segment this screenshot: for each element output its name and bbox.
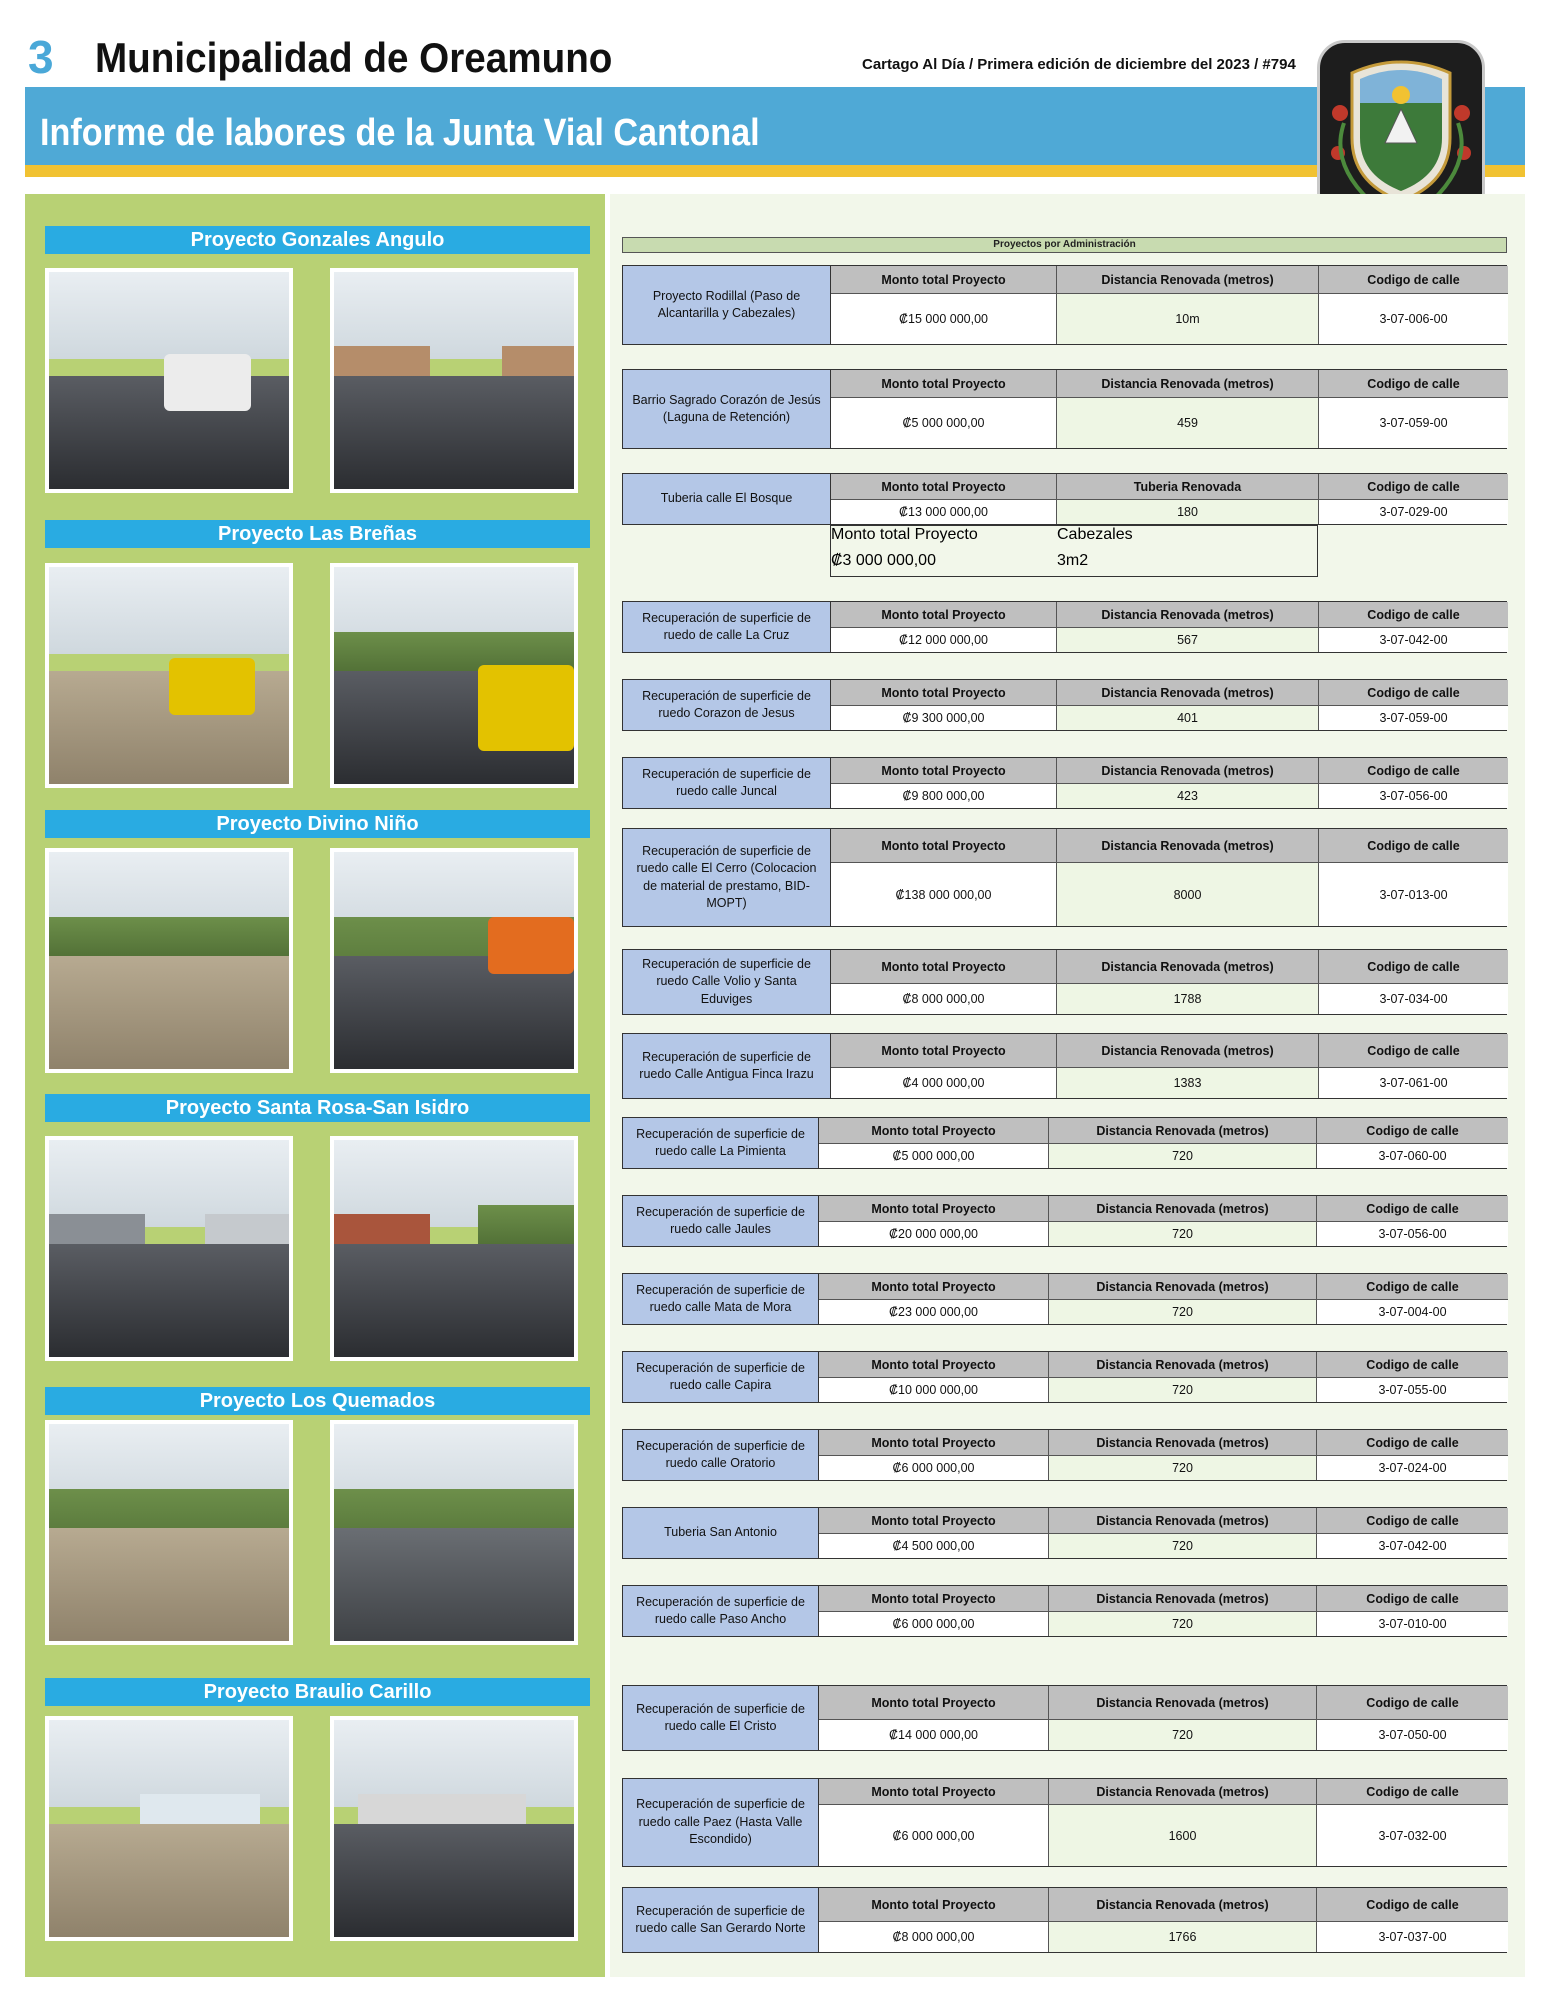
municipality-title: Municipalidad de Oreamuno	[95, 34, 613, 81]
project-block	[622, 1778, 1507, 1867]
street-code-value: 3-07-010-00	[1317, 1612, 1508, 1636]
project-block	[622, 369, 1507, 449]
amount-value: ₡6 000 000,00	[819, 1612, 1049, 1636]
project-name: Recuperación de superficie de ruedo calle Paez (Hasta Valle Escondido)	[623, 1779, 819, 1866]
cabezales-header: Cabezales	[1057, 526, 1133, 543]
street-code-value: 3-07-055-00	[1317, 1378, 1508, 1402]
project-name: Recuperación de superficie de ruedo calle Juncal	[623, 758, 831, 808]
distance-value: 8000	[1057, 863, 1319, 926]
distance-header: Distancia Renovada (metros)	[1049, 1274, 1317, 1300]
street-code-header: Codigo de calle	[1317, 1118, 1508, 1144]
photo-construction-site	[45, 1716, 293, 1941]
project-block	[622, 1685, 1507, 1751]
amount-value: ₡8 000 000,00	[831, 984, 1057, 1014]
amount-value: ₡23 000 000,00	[819, 1300, 1049, 1324]
project-name: Recuperación de superficie de ruedo calle El Cristo	[623, 1686, 819, 1750]
amount-value: ₡15 000 000,00	[831, 294, 1057, 344]
cabezales-block	[830, 525, 1318, 577]
distance-value: 401	[1057, 706, 1319, 730]
project-block	[622, 1273, 1507, 1325]
street-code-header: Codigo de calle	[1317, 1274, 1508, 1300]
street-code-value: 3-07-056-00	[1319, 784, 1508, 808]
project-name: Recuperación de superficie de ruedo Calle Antigua Finca Irazu	[623, 1034, 831, 1098]
photo-paved-street	[330, 268, 578, 493]
street-code-value: 3-07-006-00	[1319, 294, 1508, 344]
distance-header: Distancia Renovada (metros)	[1057, 758, 1319, 784]
amount-value: ₡3 000 000,00	[831, 552, 936, 569]
photo-residential-street	[45, 1136, 293, 1361]
amount-value: ₡6 000 000,00	[819, 1456, 1049, 1480]
amount-header: Monto total Proyecto	[819, 1352, 1049, 1378]
distance-value: 720	[1049, 1612, 1317, 1636]
project-block	[622, 1429, 1507, 1481]
street-code-header: Codigo de calle	[1319, 829, 1508, 863]
street-code-value: 3-07-050-00	[1317, 1720, 1508, 1750]
street-code-header: Codigo de calle	[1317, 1430, 1508, 1456]
amount-header: Monto total Proyecto	[831, 602, 1057, 628]
project-block	[622, 757, 1507, 809]
street-code-header: Codigo de calle	[1319, 266, 1508, 294]
amount-header: Monto total Proyecto	[819, 1196, 1049, 1222]
amount-header: Monto total Proyecto	[819, 1779, 1049, 1805]
distance-value: 720	[1049, 1222, 1317, 1246]
distance-value: 1788	[1057, 984, 1319, 1014]
project-name: Recuperación de superficie de ruedo de calle La Cruz	[623, 602, 831, 652]
project-name: Proyecto Rodillal (Paso de Alcantarilla y Cabezales)	[623, 266, 831, 344]
street-code-value: 3-07-056-00	[1317, 1222, 1508, 1246]
amount-value: ₡138 000 000,00	[831, 863, 1057, 926]
project-title: Proyecto Gonzales Angulo	[45, 226, 590, 254]
street-code-header: Codigo de calle	[1317, 1686, 1508, 1720]
project-name: Recuperación de superficie de ruedo calle Oratorio	[623, 1430, 819, 1480]
coat-of-arms-icon	[1320, 43, 1482, 218]
amount-header: Monto total Proyecto	[819, 1118, 1049, 1144]
distance-value: 459	[1057, 398, 1319, 448]
amount-value: ₡8 000 000,00	[819, 1922, 1049, 1952]
street-code-header: Codigo de calle	[1317, 1779, 1508, 1805]
distance-header: Distancia Renovada (metros)	[1057, 680, 1319, 706]
street-code-header: Codigo de calle	[1319, 950, 1508, 984]
distance-header: Distancia Renovada (metros)	[1057, 602, 1319, 628]
distance-value: 720	[1049, 1456, 1317, 1480]
project-block	[622, 1887, 1507, 1953]
street-code-value: 3-07-004-00	[1317, 1300, 1508, 1324]
street-code-header: Codigo de calle	[1319, 758, 1508, 784]
street-code-header: Codigo de calle	[1319, 1034, 1508, 1068]
amount-value: ₡4 500 000,00	[819, 1534, 1049, 1558]
photo-rural-wet-asphalt	[330, 1420, 578, 1645]
project-block	[622, 473, 1507, 525]
street-code-value: 3-07-061-00	[1319, 1068, 1508, 1098]
distance-header: Distancia Renovada (metros)	[1049, 1686, 1317, 1720]
distance-value: 423	[1057, 784, 1319, 808]
photo-gravel-road	[45, 848, 293, 1073]
project-title: Proyecto Divino Niño	[45, 810, 590, 838]
project-title: Proyecto Braulio Carillo	[45, 1678, 590, 1706]
project-block	[622, 949, 1507, 1015]
amount-value: ₡13 000 000,00	[831, 500, 1057, 524]
distance-header: Distancia Renovada (metros)	[1049, 1196, 1317, 1222]
street-code-header: Codigo de calle	[1317, 1586, 1508, 1612]
project-title: Proyecto Las Breñas	[45, 520, 590, 548]
street-code-value: 3-07-037-00	[1317, 1922, 1508, 1952]
distance-header: Distancia Renovada (metros)	[1049, 1888, 1317, 1922]
distance-value: 1766	[1049, 1922, 1317, 1952]
project-block	[622, 265, 1507, 345]
distance-value: 10m	[1057, 294, 1319, 344]
amount-header: Monto total Proyecto	[831, 1034, 1057, 1068]
project-block	[622, 828, 1507, 927]
amount-header: Monto total Proyecto	[819, 1274, 1049, 1300]
project-name: Recuperación de superficie de ruedo calle El Cerro (Colocacion de material de prestamo, BID-MOPT)	[623, 829, 831, 926]
amount-value: ₡14 000 000,00	[819, 1720, 1049, 1750]
project-name: Recuperación de superficie de ruedo Corazon de Jesus	[623, 680, 831, 730]
distance-value: 567	[1057, 628, 1319, 652]
amount-value: ₡6 000 000,00	[819, 1805, 1049, 1866]
photo-roller	[330, 563, 578, 788]
street-code-header: Codigo de calle	[1319, 602, 1508, 628]
distance-header: Distancia Renovada (metros)	[1049, 1118, 1317, 1144]
amount-value: ₡10 000 000,00	[819, 1378, 1049, 1402]
distance-header: Distancia Renovada (metros)	[1049, 1508, 1317, 1534]
edition-line: Cartago Al Día / Primera edición de diciembre del 2023 / #794	[862, 56, 1296, 73]
amount-header: Monto total Proyecto	[819, 1430, 1049, 1456]
street-code-value: 3-07-059-00	[1319, 706, 1508, 730]
project-name: Recuperación de superficie de ruedo calle Capira	[623, 1352, 819, 1402]
photo-paved-avenue	[330, 1716, 578, 1941]
photo-asphalt-roller	[330, 848, 578, 1073]
project-name: Tuberia calle El Bosque	[623, 474, 831, 524]
project-block	[622, 601, 1507, 653]
street-code-value: 3-07-024-00	[1317, 1456, 1508, 1480]
street-code-header: Codigo de calle	[1317, 1508, 1508, 1534]
amount-header: Monto total Proyecto	[819, 1686, 1049, 1720]
report-title: Informe de labores de la Junta Vial Cantonal	[40, 112, 760, 154]
distance-header: Distancia Renovada (metros)	[1057, 370, 1319, 398]
amount-value: ₡5 000 000,00	[819, 1144, 1049, 1168]
project-name: Tuberia San Antonio	[623, 1508, 819, 1558]
street-code-value: 3-07-013-00	[1319, 863, 1508, 926]
distance-header: Distancia Renovada (metros)	[1057, 950, 1319, 984]
cabezales-value: 3m2	[1057, 552, 1089, 569]
amount-header: Monto total Proyecto	[819, 1888, 1049, 1922]
project-title: Proyecto Santa Rosa-San Isidro	[45, 1094, 590, 1122]
project-name: Recuperación de superficie de ruedo calle La Pimienta	[623, 1118, 819, 1168]
street-code-header: Codigo de calle	[1317, 1352, 1508, 1378]
amount-value: ₡12 000 000,00	[831, 628, 1057, 652]
distance-header: Tuberia Renovada	[1057, 474, 1319, 500]
distance-header: Distancia Renovada (metros)	[1057, 1034, 1319, 1068]
amount-header: Monto total Proyecto	[819, 1508, 1049, 1534]
photo-rural-gravel	[45, 1420, 293, 1645]
distance-header: Distancia Renovada (metros)	[1049, 1430, 1317, 1456]
distance-value: 720	[1049, 1378, 1317, 1402]
project-name: Recuperación de superficie de ruedo calle Paso Ancho	[623, 1586, 819, 1636]
amount-header: Monto total Proyecto	[831, 526, 978, 543]
amount-value: ₡20 000 000,00	[819, 1222, 1049, 1246]
street-code-value: 3-07-032-00	[1317, 1805, 1508, 1866]
amount-header: Monto total Proyecto	[831, 950, 1057, 984]
page-number: 3	[28, 31, 54, 83]
amount-header: Monto total Proyecto	[831, 680, 1057, 706]
project-block	[622, 679, 1507, 731]
project-block	[622, 1351, 1507, 1403]
photo-grader	[45, 563, 293, 788]
project-name: Recuperación de superficie de ruedo calle San Gerardo Norte	[623, 1888, 819, 1952]
distance-value: 720	[1049, 1534, 1317, 1558]
distance-value: 720	[1049, 1144, 1317, 1168]
project-block	[622, 1585, 1507, 1637]
distance-header: Distancia Renovada (metros)	[1049, 1352, 1317, 1378]
distance-value: 180	[1057, 500, 1319, 524]
amount-value: ₡5 000 000,00	[831, 398, 1057, 448]
project-block	[622, 1117, 1507, 1169]
amount-value: ₡9 800 000,00	[831, 784, 1057, 808]
street-code-header: Codigo de calle	[1317, 1196, 1508, 1222]
amount-header: Monto total Proyecto	[819, 1586, 1049, 1612]
distance-value: 1600	[1049, 1805, 1317, 1866]
amount-header: Monto total Proyecto	[831, 474, 1057, 500]
photo-milling-machine	[45, 268, 293, 493]
street-code-value: 3-07-042-00	[1317, 1534, 1508, 1558]
street-code-value: 3-07-042-00	[1319, 628, 1508, 652]
distance-header: Distancia Renovada (metros)	[1057, 266, 1319, 294]
distance-header: Distancia Renovada (metros)	[1049, 1586, 1317, 1612]
street-code-value: 3-07-034-00	[1319, 984, 1508, 1014]
project-name: Recuperación de superficie de ruedo calle Mata de Mora	[623, 1274, 819, 1324]
distance-header: Distancia Renovada (metros)	[1057, 829, 1319, 863]
amount-value: ₡9 300 000,00	[831, 706, 1057, 730]
street-code-value: 3-07-060-00	[1317, 1144, 1508, 1168]
project-name: Barrio Sagrado Corazón de Jesús (Laguna de Retención)	[623, 370, 831, 448]
street-code-header: Codigo de calle	[1319, 474, 1508, 500]
amount-header: Monto total Proyecto	[831, 266, 1057, 294]
amount-header: Monto total Proyecto	[831, 829, 1057, 863]
amount-header: Monto total Proyecto	[831, 370, 1057, 398]
street-code-value: 3-07-059-00	[1319, 398, 1508, 448]
table-caption: Proyectos por Administración	[622, 237, 1507, 253]
project-block	[622, 1033, 1507, 1099]
distance-header: Distancia Renovada (metros)	[1049, 1779, 1317, 1805]
amount-value: ₡4 000 000,00	[831, 1068, 1057, 1098]
street-code-header: Codigo de calle	[1319, 370, 1508, 398]
street-code-header: Codigo de calle	[1319, 680, 1508, 706]
project-name: Recuperación de superficie de ruedo Calle Volio y Santa Eduviges	[623, 950, 831, 1014]
photo-new-asphalt	[330, 1136, 578, 1361]
project-name: Recuperación de superficie de ruedo calle Jaules	[623, 1196, 819, 1246]
project-block	[622, 1507, 1507, 1559]
banner-stripe	[25, 165, 1525, 177]
project-title: Proyecto Los Quemados	[45, 1387, 590, 1415]
street-code-header: Codigo de calle	[1317, 1888, 1508, 1922]
street-code-value: 3-07-029-00	[1319, 500, 1508, 524]
amount-header: Monto total Proyecto	[831, 758, 1057, 784]
distance-value: 720	[1049, 1300, 1317, 1324]
distance-value: 1383	[1057, 1068, 1319, 1098]
distance-value: 720	[1049, 1720, 1317, 1750]
project-block	[622, 1195, 1507, 1247]
